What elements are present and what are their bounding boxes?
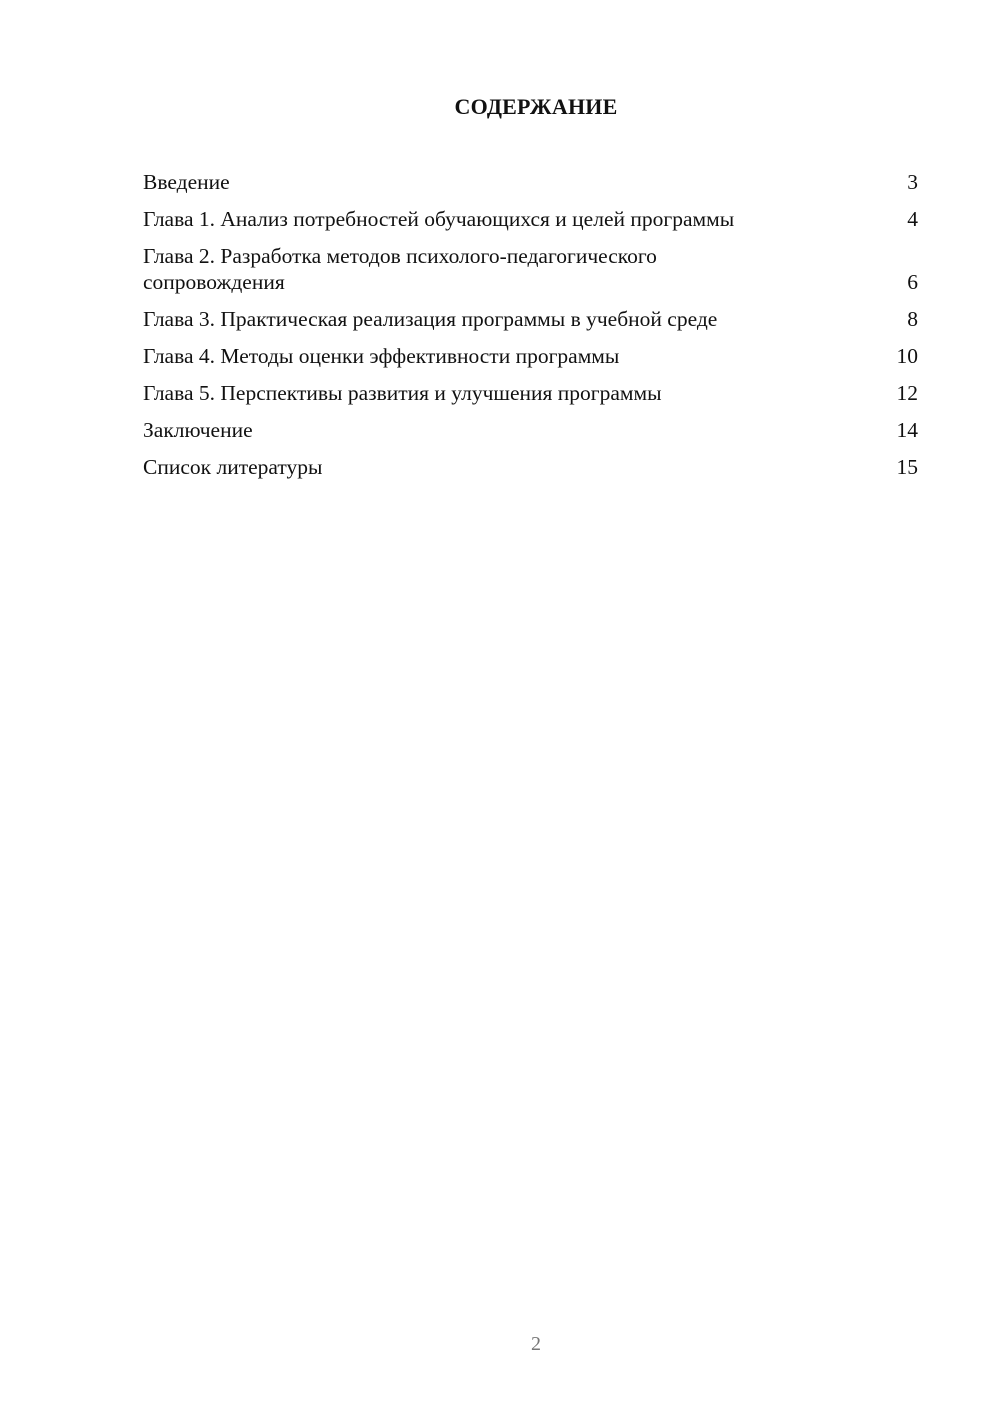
toc-entry-label: Глава 2. Разработка методов психолого-педагогического сопровождения [143, 244, 657, 294]
toc-entry-page: 6 [907, 270, 918, 294]
table-of-contents [143, 169, 918, 491]
toc-entry-references [143, 454, 918, 480]
toc-entry-page: 15 [896, 455, 918, 479]
toc-entry-chapter-3 [143, 306, 918, 332]
toc-entry-page: 12 [896, 381, 918, 405]
toc-entry-introduction [143, 169, 918, 195]
toc-entry-label: Глава 3. Практическая реализация программы в учебной среде [143, 307, 718, 331]
toc-entry-page: 4 [907, 207, 918, 231]
toc-entry-label: Введение [143, 170, 230, 194]
toc-title: СОДЕРЖАНИЕ [454, 94, 618, 119]
toc-entry-chapter-5 [143, 380, 918, 406]
toc-entry-label: Глава 4. Методы оценки эффективности программы [143, 344, 620, 368]
page-number: 2 [531, 1333, 541, 1355]
toc-entry-page: 8 [907, 307, 918, 331]
toc-entry-chapter-4 [143, 343, 918, 369]
toc-entry-label: Глава 5. Перспективы развития и улучшения программы [143, 381, 662, 405]
toc-entry-conclusion [143, 417, 918, 443]
toc-entry-label: Список литературы [143, 455, 323, 479]
toc-entry-page: 14 [896, 418, 918, 442]
toc-entry-page: 3 [907, 170, 918, 194]
toc-entry-label: Глава 1. Анализ потребностей обучающихся и целей программы [143, 207, 735, 231]
toc-entry-chapter-2 [143, 243, 918, 295]
toc-entry-chapter-1 [143, 206, 918, 232]
toc-entry-page: 10 [896, 344, 918, 368]
toc-entry-label: Заключение [143, 418, 253, 442]
